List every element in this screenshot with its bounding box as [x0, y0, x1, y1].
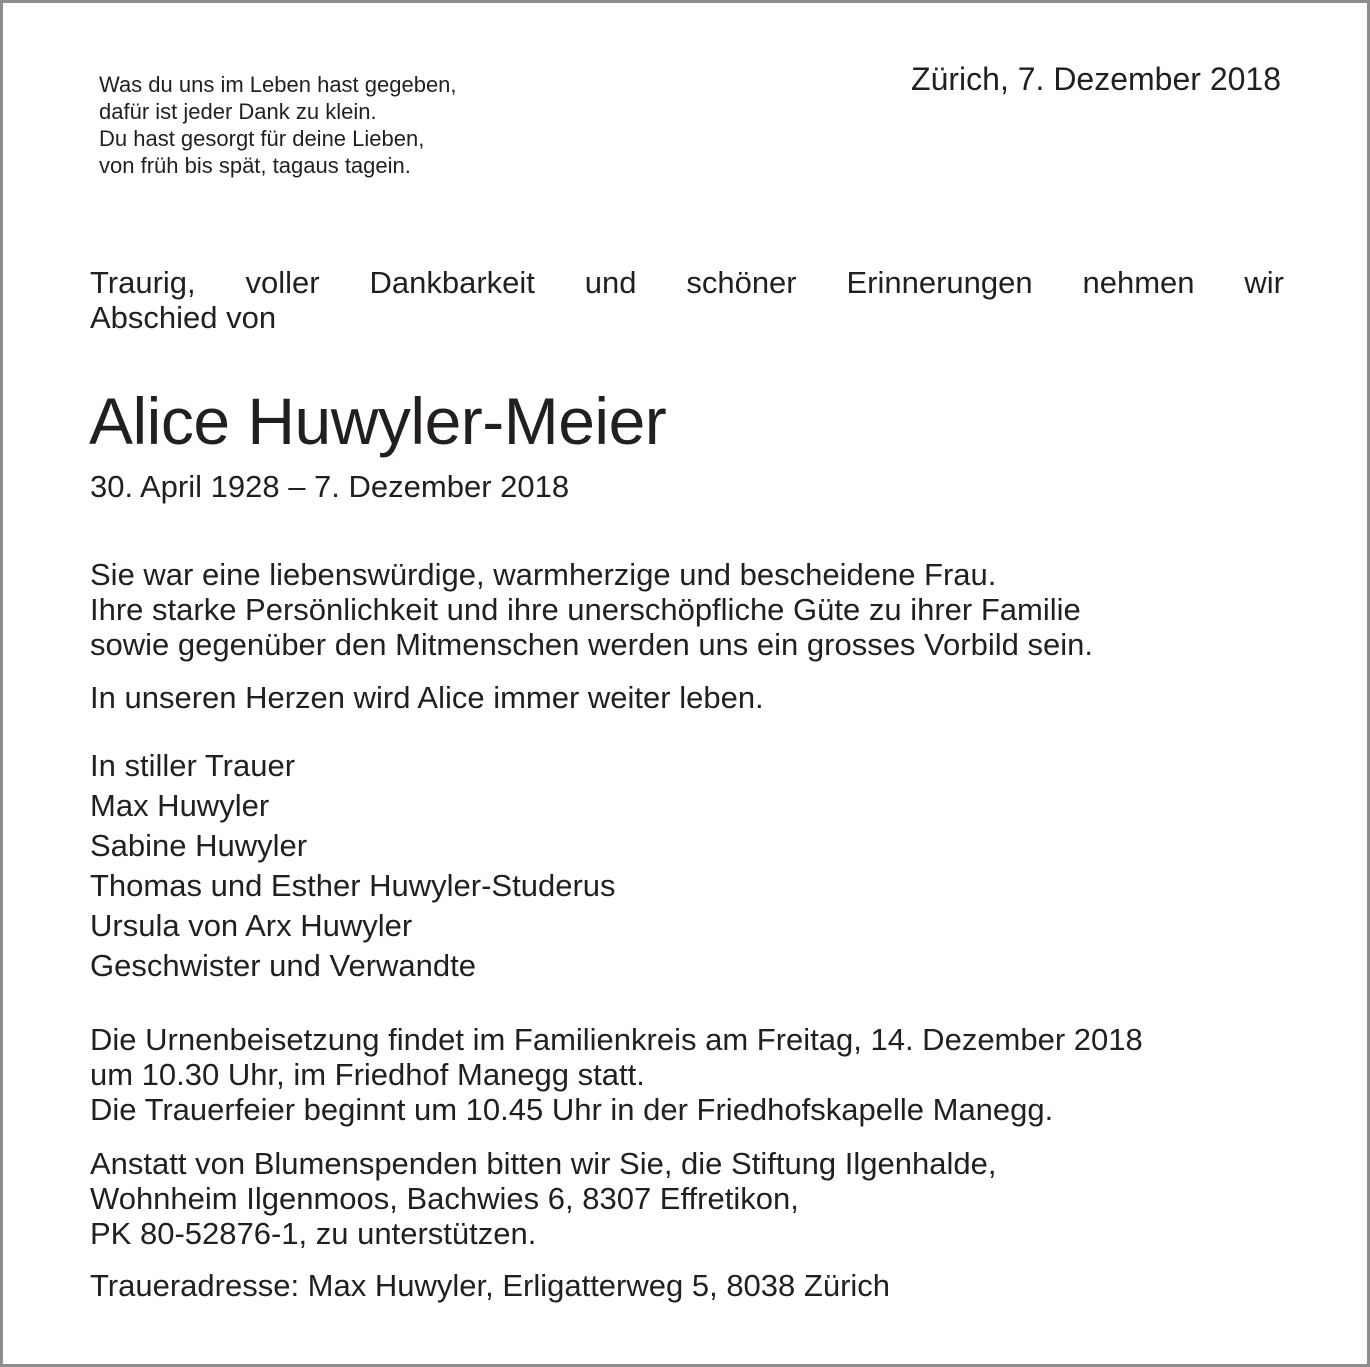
donation-line: Wohnheim Ilgenmoos, Bachwies 6, 8307 Effretikon,: [90, 1181, 799, 1216]
burial-line: um 10.30 Uhr, im Friedhof Manegg statt.: [90, 1057, 645, 1092]
intro-line: Traurig, voller Dankbarkeit und schöner Erinnerungen nehmen wir: [90, 265, 1284, 300]
poem-line: Was du uns im Leben hast gegeben,: [99, 72, 457, 97]
mourners-heading: In stiller Trauer: [90, 748, 296, 783]
poem-line: von früh bis spät, tagaus tagein.: [99, 153, 411, 178]
mourning-address: Traueradresse: Max Huwyler, Erligatterweg 5, 8038 Zürich: [90, 1268, 891, 1303]
poem-line: dafür ist jeder Dank zu klein.: [99, 99, 377, 124]
mourner-name: Thomas und Esther Huwyler-Studerus: [90, 868, 616, 903]
donation-line: Anstatt von Blumenspenden bitten wir Sie, die Stiftung Ilgenhalde,: [90, 1146, 997, 1181]
burial-line: Die Trauerfeier beginnt um 10.45 Uhr in der Friedhofskapelle Manegg.: [90, 1092, 1054, 1127]
tribute-line: sowie gegenüber den Mitmenschen werden uns ein grosses Vorbild sein.: [90, 627, 1093, 662]
tribute-paragraph: [90, 557, 1093, 662]
burial-info: [90, 1022, 1143, 1127]
mourner-name: Sabine Huwyler: [90, 828, 308, 863]
poem-verse: [99, 71, 457, 179]
deceased-name: Alice Huwyler-Meier: [89, 384, 667, 458]
poem-line: Du hast gesorgt für deine Lieben,: [99, 126, 425, 151]
tribute-line: Ihre starke Persönlichkeit und ihre unerschöpfliche Güte zu ihrer Familie: [90, 592, 1081, 627]
mourner-name: Geschwister und Verwandte: [90, 948, 476, 983]
lifespan-dates: 30. April 1928 – 7. Dezember 2018: [90, 469, 570, 504]
intro-line: Abschied von: [90, 300, 277, 335]
remembrance-line: In unseren Herzen wird Alice immer weiter leben.: [90, 680, 764, 715]
donation-request: [90, 1146, 996, 1251]
mourner-name: Max Huwyler: [90, 788, 270, 823]
place-date: Zürich, 7. Dezember 2018: [911, 61, 1281, 97]
donation-line: PK 80-52876-1, zu unterstützen.: [90, 1216, 537, 1251]
burial-line: Die Urnenbeisetzung findet im Familienkreis am Freitag, 14. Dezember 2018: [90, 1022, 1143, 1057]
intro-text: [90, 265, 1284, 335]
mourners-list: [90, 746, 616, 986]
mourner-name: Ursula von Arx Huwyler: [90, 908, 413, 943]
tribute-line: Sie war eine liebenswürdige, warmherzige und bescheidene Frau.: [90, 557, 997, 592]
